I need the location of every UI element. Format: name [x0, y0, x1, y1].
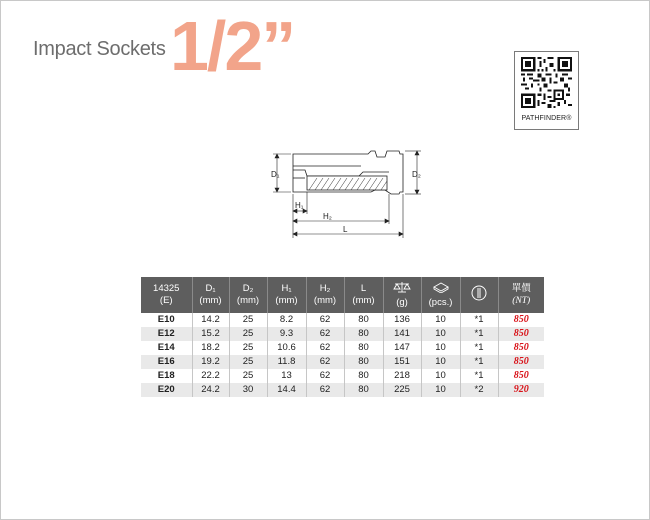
cell-code: E12 — [141, 327, 192, 341]
cell-note: *1 — [460, 355, 498, 369]
socket-diagram — [263, 148, 433, 240]
cell-weight: 141 — [383, 327, 421, 341]
col-header-d1: D₁ (mm) — [192, 277, 229, 313]
qr-code-icon — [521, 57, 572, 108]
cell-d1: 18.2 — [192, 341, 229, 355]
h1-label: H₁ — [295, 201, 304, 210]
table-row — [141, 383, 544, 397]
cell-note: *1 — [460, 369, 498, 383]
h2-label: H₂ — [323, 212, 332, 221]
cell-pcs: 10 — [421, 327, 460, 341]
cell-pcs: 10 — [421, 369, 460, 383]
cell-l: 80 — [344, 383, 383, 397]
cell-price: 920 — [498, 383, 544, 397]
table-row — [141, 327, 544, 341]
cell-h2: 62 — [306, 313, 344, 327]
col-header-d2: D₂ (mm) — [229, 277, 267, 313]
cell-h1: 9.3 — [267, 327, 306, 341]
cell-note: *1 — [460, 341, 498, 355]
cell-d2: 25 — [229, 327, 267, 341]
cell-l: 80 — [344, 313, 383, 327]
col-header-h1: H₁ (mm) — [267, 277, 306, 313]
cell-weight: 147 — [383, 341, 421, 355]
col-header-l: L (mm) — [344, 277, 383, 313]
cell-h1: 11.8 — [267, 355, 306, 369]
cell-h1: 10.6 — [267, 341, 306, 355]
cell-weight: 151 — [383, 355, 421, 369]
cell-note: *2 — [460, 383, 498, 397]
cell-weight: 225 — [383, 383, 421, 397]
cell-h2: 62 — [306, 383, 344, 397]
table-row — [141, 355, 544, 369]
cell-h1: 13 — [267, 369, 306, 383]
cell-note: *1 — [460, 313, 498, 327]
cell-l: 80 — [344, 341, 383, 355]
cell-d2: 25 — [229, 341, 267, 355]
d2-label: D₂ — [412, 170, 421, 179]
cell-l: 80 — [344, 355, 383, 369]
cell-pcs: 10 — [421, 383, 460, 397]
table-header-row — [141, 277, 544, 313]
cell-price: 850 — [498, 355, 544, 369]
cell-h2: 62 — [306, 327, 344, 341]
scale-icon — [393, 281, 411, 293]
cell-d2: 25 — [229, 369, 267, 383]
cell-price: 850 — [513, 370, 529, 381]
cell-d1: 19.2 — [192, 355, 229, 369]
cell-h1: 8.2 — [267, 313, 306, 327]
d1-label: D₁ — [271, 170, 280, 179]
cell-price: 850 — [513, 342, 529, 353]
col-header-price: 單價 (NT) — [498, 277, 544, 313]
cell-l: 80 — [344, 369, 383, 383]
col-header-weight: (g) — [383, 277, 421, 313]
cell-price: 850 — [498, 327, 544, 341]
drive-size-title: 1/2” — [170, 7, 295, 85]
cell-pcs: 10 — [421, 341, 460, 355]
cell-code: E18 — [141, 369, 192, 383]
cell-code: E16 — [141, 355, 192, 369]
cell-h2: 62 — [306, 341, 344, 355]
spec-table — [141, 277, 544, 397]
cell-code: E14 — [141, 341, 192, 355]
table-row — [141, 313, 544, 327]
cell-code: E20 — [141, 383, 192, 397]
table-row — [141, 341, 544, 355]
l-label: L — [343, 225, 348, 234]
cell-l: 80 — [344, 327, 383, 341]
cell-d2: 25 — [229, 313, 267, 327]
cell-d1: 15.2 — [192, 327, 229, 341]
col-header-pcs: (pcs.) — [421, 277, 460, 313]
cell-h2: 62 — [306, 369, 344, 383]
cell-d1: 24.2 — [192, 383, 229, 397]
cell-h1: 14.4 — [267, 383, 306, 397]
product-subtitle: Impact Sockets — [33, 38, 166, 60]
col-header-drive — [460, 277, 498, 313]
package-icon — [432, 281, 450, 293]
col-header-h2: H₂ (mm) — [306, 277, 344, 313]
qr-code-box[interactable] — [514, 51, 579, 130]
col-header-code: 14325 (E) — [141, 277, 192, 313]
cell-weight: 136 — [383, 313, 421, 327]
drive-square-icon — [470, 284, 488, 302]
cell-d1: 22.2 — [192, 369, 229, 383]
cell-h2: 62 — [306, 355, 344, 369]
cell-weight: 218 — [383, 369, 421, 383]
cell-code: E10 — [141, 313, 192, 327]
cell-d1: 14.2 — [192, 313, 229, 327]
cell-pcs: 10 — [421, 313, 460, 327]
table-row — [141, 369, 544, 383]
cell-note: *1 — [460, 327, 498, 341]
cell-d2: 25 — [229, 355, 267, 369]
cell-pcs: 10 — [421, 355, 460, 369]
brand-label: PATHFINDER® — [521, 115, 572, 122]
cell-price: 850 — [513, 314, 529, 325]
cell-d2: 30 — [229, 383, 267, 397]
